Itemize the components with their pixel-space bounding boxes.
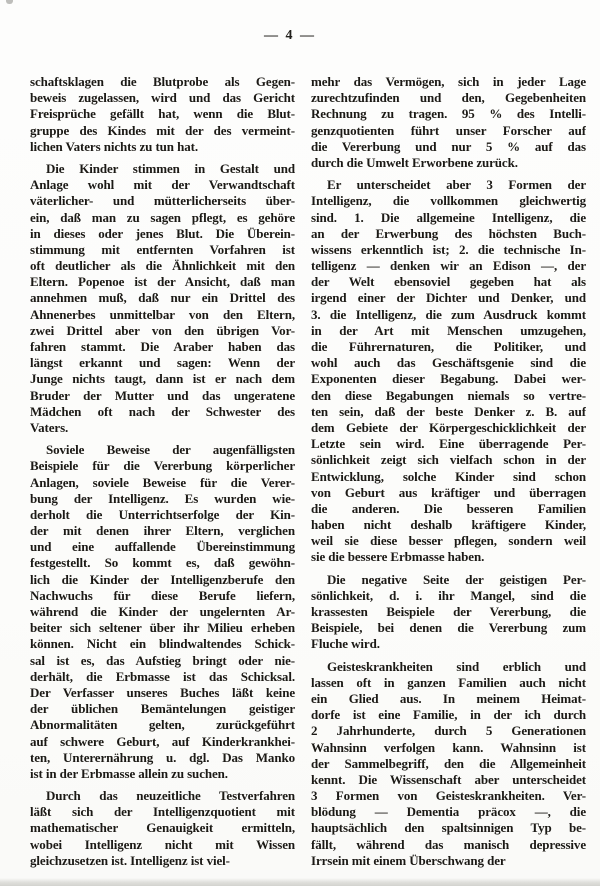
text-line: sie die bessere Erbmasse haben.: [311, 549, 485, 565]
text-line: gleichzusetzen ist. Intelligenz ist viel-: [30, 852, 230, 868]
text-line: durch die Umwelt Erworbene zurück.: [311, 154, 518, 170]
text-line: gruppe des Kindes mit der des vermeint-: [30, 122, 295, 138]
text-line: Die negative Seite der geistigen Per-: [327, 571, 586, 587]
text-line: Geisteskrankheiten sind erblich und: [327, 658, 586, 674]
text-line: Freisprüche gefällt hat, wenn die Blut-: [30, 106, 295, 122]
text-line: Letzte sein wird. Eine überragende Per-: [311, 436, 586, 452]
text-line: Intelligenz, die vollkommen gleichwertig: [311, 193, 586, 209]
text-line: Er unterscheidet aber 3 Formen der: [327, 177, 586, 193]
right-text-column: [311, 74, 586, 869]
text-line: beweis zugelassen, wird und das Gericht: [30, 90, 295, 106]
text-line: Abnormalitäten gelten, zurückgeführt: [30, 717, 295, 733]
text-line: sönlichkeit zeigt sich vielfach schon in der: [311, 452, 586, 468]
text-line: der mit denen ihrer Eltern, verglichen: [30, 523, 295, 539]
text-line: weil sie diese besser pflegen, sondern weil: [311, 533, 586, 549]
text-line: dorfe ist eine Familie, in der ich durch: [311, 707, 586, 723]
text-line: lassen oft in ganzen Familien auch nicht: [311, 674, 586, 690]
paragraph: [311, 572, 586, 653]
text-line: oft deutlicher als die Ähnlichkeit mit den: [30, 258, 295, 274]
paragraph: [30, 788, 295, 869]
text-line: derhält, die Erbmasse ist das Schicksal.: [30, 668, 295, 684]
paragraph: [30, 161, 295, 436]
text-line: dem Gebiete der Körpergeschicklichkeit der: [311, 419, 586, 435]
text-line: väterlicher- und mütterlicherseits über-: [30, 193, 295, 209]
text-line: der üblichen Bemäntelungen geistiger: [30, 701, 295, 717]
text-line: Anlage wohl mit der Verwandtschaft: [30, 177, 295, 193]
text-line: wohl auch das Geschäftsgenie sind die: [311, 355, 586, 371]
text-line: Nachwuchs für diese Berufe liefern,: [30, 587, 295, 603]
text-line: sönlichkeit, d. i. ihr Mangel, sind die: [311, 587, 586, 603]
text-line: annehmen muß, daß nur ein Drittel des: [30, 290, 295, 306]
paragraph: [311, 177, 586, 566]
text-line: in der Art mit Menschen umzugehen,: [311, 322, 586, 338]
text-line: 2 Jahrhunderte, durch 5 Generationen: [311, 723, 586, 739]
text-line: ten, Unterernährung u. dgl. Das Manko: [30, 749, 295, 765]
paragraph: [30, 74, 295, 155]
text-line: in dieses oder jenes Blut. Die Überein-: [30, 225, 295, 241]
text-line: Rechnung zu tragen. 95 % des Intelli-: [311, 106, 586, 122]
text-line: 3 Formen von Geisteskrankheiten. Ver-: [311, 788, 586, 804]
text-line: ten sein, daß der beste Denker z. B. auf: [311, 403, 586, 419]
page-number: — 4 —: [264, 28, 316, 43]
text-line: können. Nicht ein blindwaltendes Schick-: [30, 636, 295, 652]
text-line: schaftsklagen die Blutprobe als Gegen-: [30, 74, 295, 89]
text-line: ein Glied aus. In meinem Heimat-: [311, 690, 586, 706]
text-line: auf schwere Geburt, auf Kinderkrankhei-: [30, 733, 295, 749]
text-line: während die Kinder der ungelernten Ar-: [30, 604, 295, 619]
left-text-column: [30, 74, 295, 869]
text-line: kennt. Die Wissenschaft aber unterscheidet: [311, 771, 586, 787]
text-line: Durch das neuzeitliche Testverfahren: [46, 788, 295, 804]
text-line: 3. die Intelligenz, die zum Ausdruck kommt: [311, 306, 586, 322]
paragraph: [30, 442, 295, 782]
text-columns: [30, 74, 586, 869]
text-line: wobei Intelligenz nicht mit Wissen: [30, 836, 295, 852]
text-line: haben nicht deshalb kräftigere Kinder,: [311, 517, 586, 533]
text-line: Der Verfasser unseres Buches läßt keine: [30, 684, 295, 700]
text-line: ist in der Erbmasse allein zu suchen.: [30, 765, 228, 781]
text-line: irgend einer der Dichter und Denker, und: [311, 290, 586, 306]
text-line: Irrsein mit einem Überschwang der: [311, 852, 506, 868]
text-line: Wahnsinn verfolgen kann. Wahnsinn ist: [311, 739, 586, 755]
paragraph: [311, 659, 586, 869]
text-line: mehr das Vermögen, sich in jeder Lage: [311, 74, 586, 89]
text-line: genzquotienten führt unser Forscher auf: [311, 122, 586, 138]
text-line: Beispiele, bei denen die Vererbung zum: [311, 620, 586, 636]
text-line: Ahnenerbes unmittelbar von den Eltern,: [30, 306, 295, 322]
text-line: krassesten Beispiele der Vererbung, die: [311, 604, 586, 619]
text-line: die Führernaturen, die Politiker, und: [311, 339, 586, 354]
text-line: wissens erkenntlich ist; 2. die technische In-: [311, 241, 586, 257]
text-line: lichen Vaters nichts zu tun hat.: [30, 138, 198, 154]
text-line: lich die Kinder der Intelligenzberufe den: [30, 571, 295, 587]
text-line: hauptsächlich den spaltsinnigen Typ be-: [311, 820, 586, 836]
text-line: von Geburt aus kräftiger und überragen: [311, 484, 586, 500]
text-line: die Vererbung und nur 5 % auf das: [311, 138, 586, 154]
text-line: Fluche wird.: [311, 636, 380, 652]
text-line: Vaters.: [30, 419, 69, 435]
text-line: Beispiele für die Vererbung körperlicher: [30, 458, 295, 474]
text-line: Anlagen, soviele Beweise für die Verer-: [30, 474, 295, 490]
text-line: und eine auffallende Übereinstimmung: [30, 539, 295, 555]
text-line: zurechtzufinden und den, Gegebenheiten: [311, 90, 586, 106]
text-line: derholt die Unterrichtserfolge der Kin-: [30, 506, 295, 522]
text-line: mathematischer Genauigkeit ermitteln,: [30, 820, 295, 836]
text-line: die anderen. Die besseren Familien: [311, 500, 586, 516]
text-line: telligenz — denken wir an Edison —, der: [311, 258, 586, 274]
scan-artifact-speck: [6, 0, 13, 4]
text-line: Mädchen oft nach der Schwester des: [30, 403, 295, 419]
text-line: stimmung mit entfernten Vorfahren ist: [30, 241, 295, 257]
text-line: blödung — Dementia präcox —, die: [311, 804, 586, 820]
text-line: den diese Begabungen niemals so vertre-: [311, 387, 586, 403]
text-line: Bruder der Mutter und das ungeratene: [30, 387, 295, 403]
text-line: Eltern. Popenoe ist der Ansicht, daß man: [30, 274, 295, 290]
text-line: der Welt ebensoviel gegeben hat als: [311, 274, 586, 290]
text-line: festgestellt. So kommt es, daß gewöhn-: [30, 555, 295, 571]
paragraph: [311, 74, 586, 171]
text-line: läßt sich der Intelligenzquotient mit: [30, 804, 295, 820]
text-line: fällt, während das manisch depressive: [311, 836, 586, 852]
text-line: Soviele Beweise der augenfälligsten: [46, 442, 295, 458]
text-line: fahren stammt. Die Araber haben das: [30, 339, 295, 354]
text-line: Exponenten dieser Begabung. Dabei wer-: [311, 371, 586, 387]
text-line: längst erkannt und sagen: Wenn der: [30, 355, 295, 371]
text-line: sal ist es, das Aufstieg bringt oder nie-: [30, 652, 295, 668]
text-line: der Sammelbegriff, den die Allgemeinheit: [311, 755, 586, 771]
text-line: Entwicklung, solche Kinder sind schon: [311, 468, 586, 484]
text-line: ein, daß man zu sagen pflegt, es gehöre: [30, 209, 295, 225]
text-line: bung der Intelligenz. Es wurden wie-: [30, 490, 295, 506]
text-line: beiter sich seltener über ihr Milieu erheben: [30, 620, 295, 636]
text-line: Die Kinder stimmen in Gestalt und: [46, 160, 295, 176]
scan-bottom-edge: [0, 878, 600, 886]
text-line: an der Erwerbung des höchsten Buch-: [311, 225, 586, 241]
text-line: sind. 1. Die allgemeine Intelligenz, die: [311, 209, 586, 225]
text-line: zwei Drittel aber von den übrigen Vor-: [30, 322, 295, 338]
text-line: Junge nichts taugt, dann ist er nach dem: [30, 371, 295, 387]
